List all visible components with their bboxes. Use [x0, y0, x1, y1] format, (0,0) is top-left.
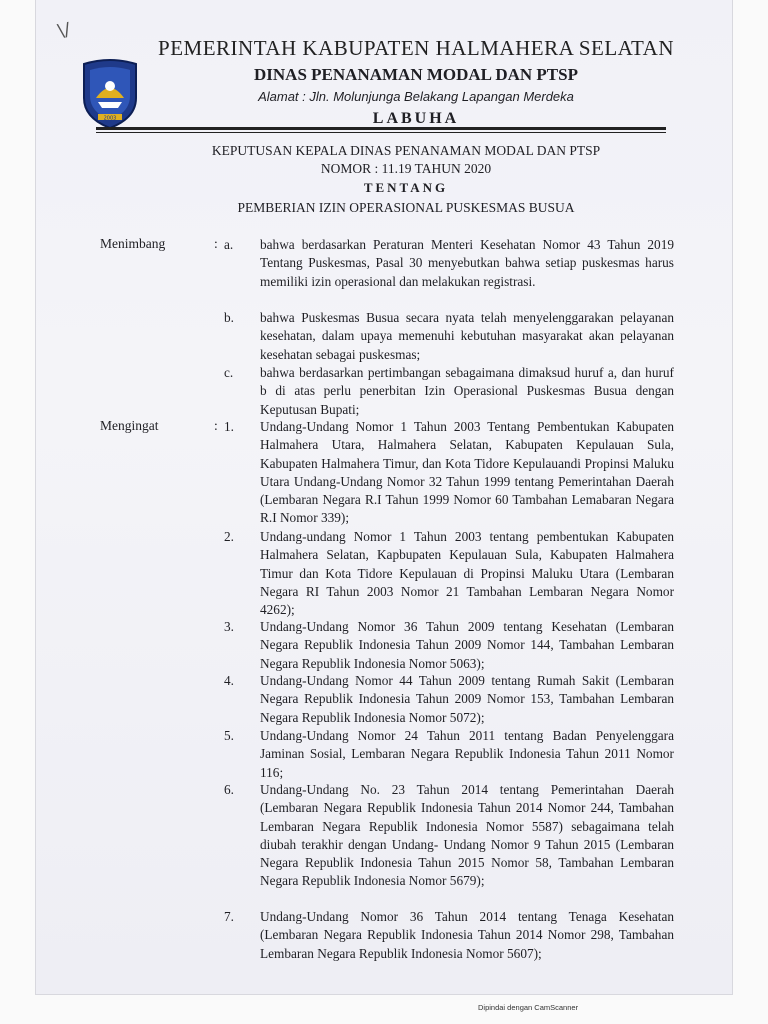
menimbang-item-a	[224, 236, 674, 291]
menimbang-colon: :	[214, 236, 218, 251]
government-name: PEMERINTAH KABUPATEN HALMAHERA SELATAN	[158, 36, 674, 60]
scanner-watermark: Dipindai dengan CamScanner	[478, 1003, 579, 1012]
item-text: Undang-Undang Nomor 36 Tahun 2009 tentang Kesehatan (Lembaran Negara Republik Indonesia Tahun 2009 Nomor 144, Tambahan Lembaran Negara Republik Indonesia Nomor 5063);	[260, 619, 674, 671]
item-marker: 3.	[224, 619, 234, 634]
item-text: bahwa berdasarkan pertimbangan sebagaimana dimaksud huruf a, dan huruf b di atas perlu penerbitan Izin Operasional Puskesmas Busua dengan Keputusan Bupati;	[260, 365, 674, 417]
mengingat-item-7	[224, 908, 674, 963]
regency-emblem-icon	[78, 58, 142, 130]
item-marker: a.	[224, 237, 234, 252]
city-name: LABUHA	[372, 110, 460, 127]
menimbang-item-c	[224, 364, 674, 419]
decree-title: KEPUTUSAN KEPALA DINAS PENANAMAN MODAL DAN PTSP	[211, 143, 601, 158]
agency-address: Alamat : Jln. Molunjunga Belakang Lapangan Merdeka	[258, 89, 574, 104]
handwritten-check-mark: \/	[55, 18, 73, 43]
decree-subject: PEMBERIAN IZIN OPERASIONAL PUSKESMAS BUSUA	[237, 200, 575, 215]
mengingat-item-1	[224, 418, 674, 528]
item-marker: 7.	[224, 909, 234, 924]
item-text: bahwa berdasarkan Peraturan Menteri Kesehatan Nomor 43 Tahun 2019 Tentang Puskesmas, Pasal 30 menyebutkan bahwa setiap puskesmas harus memiliki izin operasional dan melakukan registrasi.	[260, 237, 674, 289]
menimbang-item-b	[224, 309, 674, 364]
item-marker: 5.	[224, 728, 234, 743]
item-marker: 4.	[224, 673, 234, 688]
mengingat-item-5	[224, 727, 674, 782]
item-text: Undang-Undang Nomor 44 Tahun 2009 tentang Rumah Sakit (Lembaran Negara Republik Indonesia Tahun 2009 Nomor 153, Tambahan Lembaran Negara Republik Indonesia Nomor 5072);	[260, 673, 674, 725]
item-text: bahwa Puskesmas Busua secara nyata telah menyelenggarakan pelayanan kesehatan, dalam upaya memenuhi kebutuhan masyarakat akan pelayanan kesehatan sebagai puskesmas;	[260, 310, 674, 362]
mengingat-item-2	[224, 528, 674, 619]
item-text: Undang-Undang No. 23 Tahun 2014 tentang Pemerintahan Daerah (Lembaran Negara Republik Indonesia Tahun 2014 Nomor 244, Tambahan Lembaran Negara Republik Indonesia Nomor 5587) sebagaimana telah diubah terakhir dengan Undang- Undang Nomor 9 Tahun 2015 (Lembaran Negara Republik Indonesia Tahun 2015 Nomor 58, Tambahan Lembaran Negara Republik Indonesia Nomor 5679);	[260, 782, 674, 889]
item-marker: 6.	[224, 782, 234, 797]
item-marker: c.	[224, 365, 234, 380]
letterhead	[136, 36, 696, 128]
decree-number: NOMOR : 11.19 TAHUN 2020	[320, 161, 492, 176]
mengingat-item-6	[224, 781, 674, 891]
letterhead-rule-thick	[96, 127, 666, 130]
letterhead-rule-thin	[96, 132, 666, 133]
item-marker: b.	[224, 310, 234, 325]
svg-text:2003: 2003	[103, 115, 117, 122]
mengingat-colon: :	[214, 418, 218, 433]
item-text: Undang-Undang Nomor 24 Tahun 2011 tentang Badan Penyelenggara Jaminan Sosial, Lembaran Negara Republik Indonesia Tahun 2011 Nomor 116;	[260, 728, 674, 780]
document-page	[36, 0, 732, 994]
mengingat-item-3	[224, 618, 674, 673]
item-text: Undang-undang Nomor 1 Tahun 2003 tentang pembentukan Kabupaten Halmahera Selatan, Kapbupaten Kepulauan Sula, Kabupaten Halmahera Timur dan Kota Tidore Kepulauan di Propinsi Maluku Utara (Lembaran Negara RI Tahun 2003 Nomor 21 Tambahan Lembaran Negara Nomor 4262);	[260, 529, 674, 618]
menimbang-label: Menimbang	[100, 236, 166, 251]
mengingat-item-4	[224, 672, 674, 727]
agency-name: DINAS PENANAMAN MODAL DAN PTSP	[254, 65, 578, 84]
decree-about-label: TENTANG	[363, 180, 449, 195]
item-marker: 2.	[224, 529, 234, 544]
item-text: Undang-Undang Nomor 1 Tahun 2003 Tentang Pembentukan Kabupaten Halmahera Utara, Halmahera Selatan, Kabupaten Kepulauan Sula, Kabupaten Halmahera Timur, dan Kota Tidore Kepulauandi Propinsi Maluku Utara Undang-Undang Nomor 32 Tahun 1999 tentang Pemerintahan Daerah (Lembaran Negara R.I Tahun 1999 Nomor 60 Tambahan Lemabaran Negara R.I Nomor 339);	[260, 419, 674, 526]
item-marker: 1.	[224, 419, 234, 434]
mengingat-label: Mengingat	[100, 418, 159, 433]
item-text: Undang-Undang Nomor 36 Tahun 2014 tentang Tenaga Kesehatan (Lembaran Negara Republik Indonesia Tahun 2014 Nomor 298, Tambahan Lembaran Negara Republik Indonesia Nomor 5607);	[260, 909, 674, 961]
